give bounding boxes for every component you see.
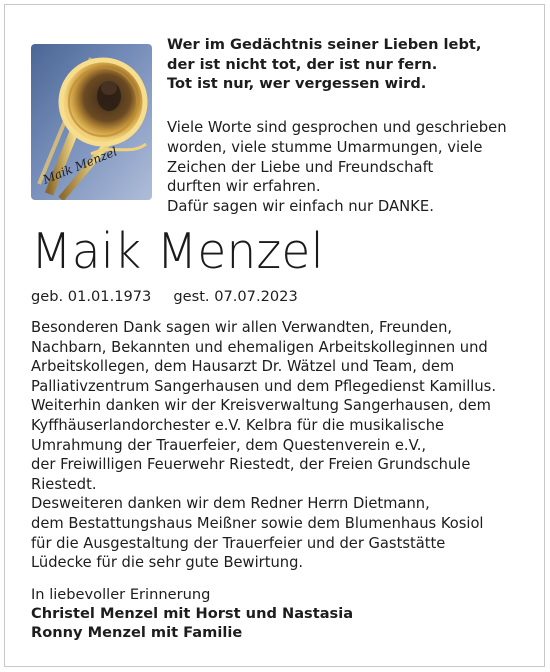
body-line: Arbeitskollegen, dem Hausarzt Dr. Wätzel und Team, dem (31, 358, 455, 376)
life-dates (31, 287, 298, 307)
family-signature: Christel Menzel mit Horst und Nastasia (31, 605, 354, 623)
body-line: Umrahmung der Trauerfeier, dem Questenverein e.V., (31, 436, 427, 454)
body-line: Kyffhäuserlandorchester e.V. Kelbra für die musikalische (31, 416, 445, 434)
body-line: Nachbarn, Bekannten und ehemaligen Arbeitskolleginnen und (31, 338, 488, 356)
body-line: Palliativzentrum Sangerhausen und dem Pflegedienst Kamillus. (31, 377, 496, 395)
thanks-poem (167, 118, 539, 217)
closing-intro: In liebevoller Erinnerung (31, 586, 211, 603)
quote-line: der ist nicht tot, der ist nur fern. (167, 55, 438, 73)
death-date: gest. 07.07.2023 (173, 288, 298, 305)
body-line: für die Ausgestaltung der Trauerfeier und der Gaststätte (31, 534, 446, 552)
body-line: Weiterhin danken wir der Kreisverwaltung Sangerhausen, dem (31, 397, 491, 415)
memorial-photo (31, 44, 152, 200)
poem-line: Dafür sagen wir einfach nur DANKE. (167, 198, 434, 216)
poem-line: Viele Worte sind gesprochen und geschrieben (167, 119, 507, 136)
poem-line: worden, viele stumme Umarmungen, viele (167, 138, 483, 156)
body-line: Besonderen Dank sagen wir allen Verwandten, Freunden, (31, 319, 453, 336)
photo-caption: Maik Menzel (40, 144, 120, 187)
poem-line: Zeichen der Liebe und Freundschaft (167, 158, 434, 176)
poem-line: durften wir erfahren. (167, 178, 321, 196)
deceased-name: Maik Menzel (31, 223, 324, 280)
thanks-text (31, 318, 541, 573)
quote-line: Wer im Gedächtnis seiner Lieben lebt, (167, 36, 482, 53)
body-line: Lüdecke für die sehr gute Bewirtung. (31, 554, 304, 572)
birth-date: geb. 01.01.1973 (31, 288, 152, 305)
closing-signature (31, 585, 541, 643)
body-line: der Freiwilligen Feuerwehr Riestedt, der Freien Grundschule (31, 456, 471, 474)
quote-line: Tot ist nur, wer vergessen wird. (167, 75, 427, 93)
memorial-quote (167, 35, 537, 94)
body-line: Riestedt. (31, 475, 97, 493)
body-line: dem Bestattungshaus Meißner sowie dem Blumenhaus Kosiol (31, 514, 484, 532)
family-signature: Ronny Menzel mit Familie (31, 624, 243, 642)
body-line: Desweiteren danken wir dem Redner Herrn Dietmann, (31, 495, 430, 513)
